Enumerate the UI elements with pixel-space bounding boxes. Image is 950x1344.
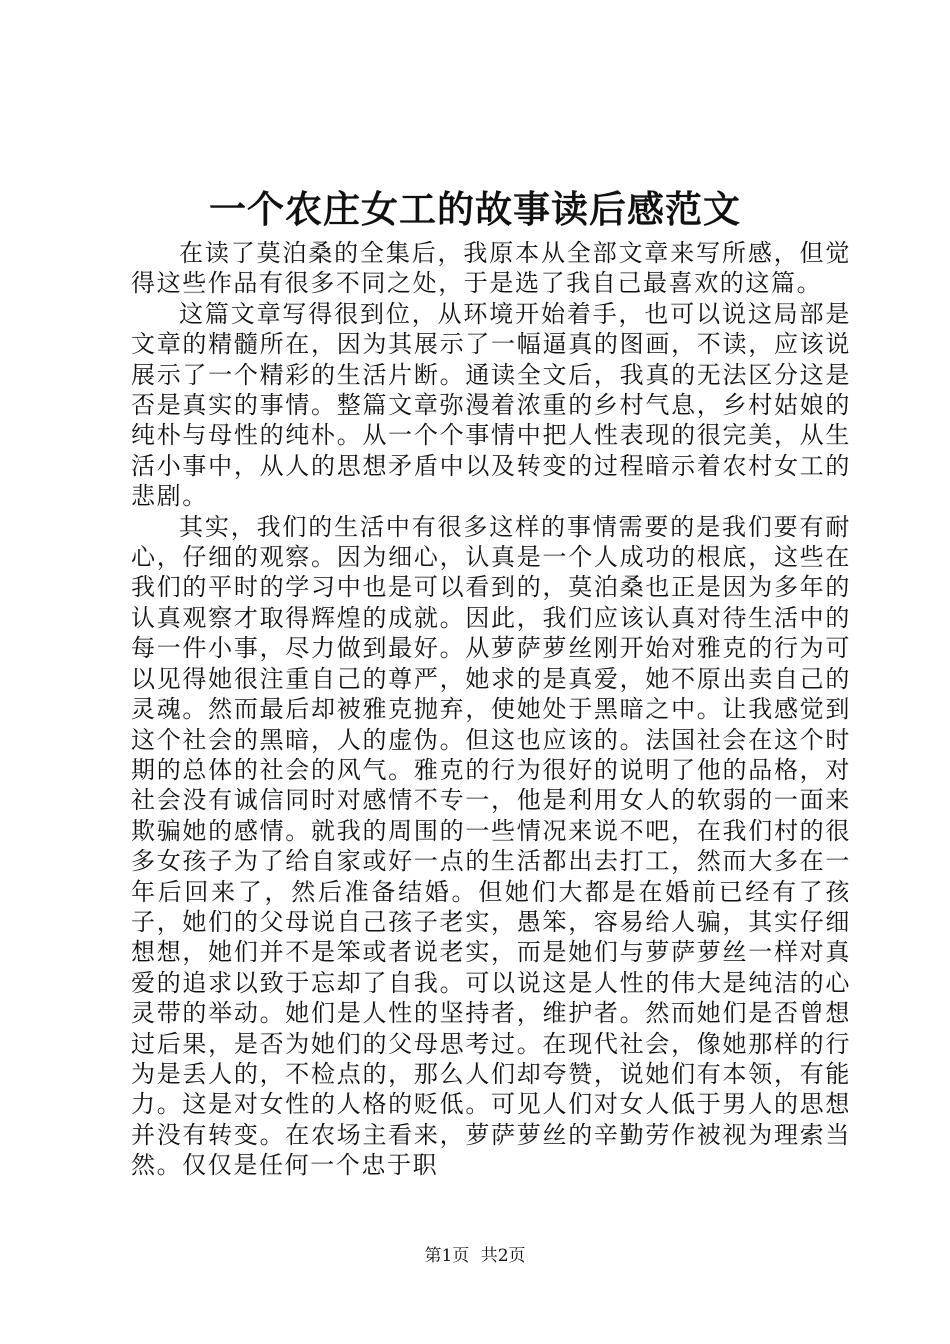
document-body bbox=[131, 238, 851, 1181]
paragraph-2: 这篇文章写得很到位，从环境开始着手，也可以说这局部是文章的精髓所在，因为其展示了一幅逼真的图画，不读，应该说展示了一个精彩的生活片断。通读全文后，我真的无法区分这是否是真实的事情。整篇文章弥漫着浓重的乡村气息，乡村姑娘的纯朴与母性的纯朴。从一个个事情中把人性表现的很完美，从生活小事中，从人的思想矛盾中以及转变的过程暗示着农村女工的悲剧。 bbox=[131, 299, 851, 511]
page-number: 第1页 bbox=[424, 1246, 470, 1266]
page-footer bbox=[0, 1244, 950, 1268]
page-total: 共2页 bbox=[480, 1246, 526, 1266]
paragraph-1: 在读了莫泊桑的全集后，我原本从全部文章来写所感，但觉得这些作品有很多不同之处，于是选了我自己最喜欢的这篇。 bbox=[131, 239, 851, 298]
document-title: 一个农庄女工的故事读后感范文 bbox=[209, 187, 741, 231]
paragraph-3: 其实，我们的生活中有很多这样的事情需要的是我们要有耐心，仔细的观察。因为细心，认真是一个人成功的根底，这些在我们的平时的学习中也是可以看到的，莫泊桑也正是因为多年的认真观察才取得辉煌的成就。因此，我们应该认真对待生活中的每一件小事，尽力做到最好。从萝萨萝丝刚开始对雅克的行为可以见得她很注重自己的尊严，她求的是真爱，她不原出卖自己的灵魂。然而最后却被雅克抛弃，使她处于黑暗之中。让我感觉到这个社会的黑暗，人的虚伪。但这也应该的。法国社会在这个时期的总体的社会的风气。雅克的行为很好的说明了他的品格，对社会没有诚信同时对感情不专一，他是利用女人的软弱的一面来欺骗她的感情。就我的周围的一些情况来说不吧，在我们村的很多女孩子为了给自家或好一点的生活都出去打工，然而大多在一年后回来了，然后准备结婚。但她们大都是在婚前已经有了孩子，她们的父母说自己孩子老实，愚笨，容易给人骗，其实仔细想想，她们并不是笨或者说老实，而是她们与萝萨萝丝一样对真爱的追求以致于忘却了自我。可以说这是人性的伟大是纯洁的心灵带的举动。她们是人性的坚持者，维护者。然而她们是否曾想过后果，是否为她们的父母思考过。在现代社会，像她那样的行为是丢人的，不检点的，那么人们却夸赞，说她们有本领，有能力。这是对女性的人格的贬低。可见人们对女人低于男人的思想并没有转变。在农场主看来，萝萨萝丝的辛勤劳作被视为理索当然。仅仅是任何一个忠于职 bbox=[131, 512, 851, 1180]
